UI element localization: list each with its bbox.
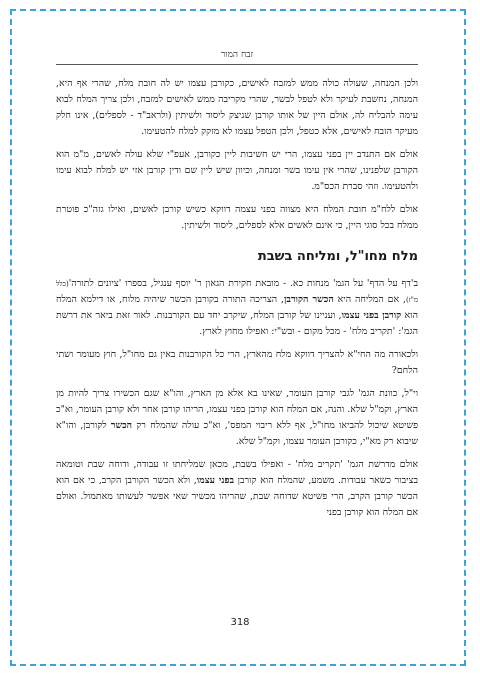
text-run: ב'דף על הדף' על הגמ' מנחות כא. - מובאת חקירת הגאון ר' יוסף ענגיל, בספרו 'ציונים לתורה' <box>68 278 418 289</box>
header-rule <box>56 64 418 65</box>
citation: (כלל מ"ז) <box>56 280 418 304</box>
paragraph: ולכאורה מה החי"א להצריך דווקא מלח מהארץ, הרי כל הקורבנות באין גם מחו"ל, חוץ מעומר ושתי הלחם? <box>56 349 418 376</box>
page-body <box>56 76 418 528</box>
section-heading: מלח מחו"ל, ומליחה בשבת <box>257 249 418 264</box>
paragraph <box>56 386 418 450</box>
paragraph: אולם אם התנדב יין בפני עצמו, הרי יש חשיבות ליין כקורבן, אעפ"י שלא עולה לאשים, מ"מ הוא הקורבן שלפנינו, שהרי אין עימו בשר ומנחה, וכיוון שיש ליין שם ודין קורבן אזי יש למלח לבוא עימו ולהטעימו. וזהי סברת הכס"מ. <box>56 149 418 192</box>
text-run: , אם המליחה היא <box>333 294 406 305</box>
page-number: 318 <box>230 617 250 628</box>
emphasis: הכשר <box>110 420 133 431</box>
paragraph <box>56 457 418 521</box>
text-run: , הצריכה התורה בקורבן הכשר שיהיה מלוח, או דילמא המלח הוא <box>56 294 418 321</box>
text-run: , ולא הכשר הקורבן הקרב, כי אם הוא הכשר קורבן הקרב, הרי פשיטא שדוחה שבת, שהריהו מכשיר שאי אפשר לעשותו מאתמול. ואולם אם המלח הוא קורבן בפני <box>56 475 418 518</box>
text-run: , ועניינו של קורבן המלח, שיקרב יחד עם הקורבנות. לאור זאת ביאר את דרשת הגמ': 'תקריב מלח' - מכל מקום - ובש"י: ואפילו מחוץ לארץ. <box>56 310 418 337</box>
text-run: וי"ל, כוונת הגמ' לגבי קורבן העומר, שאינו בא אלא מן הארץ, והו"א שגם הכשירו צריך להיות מן הארץ, וקמ"ל שלא. והנה, אם המלח הוא קורבן בפני עצמו, הריהו קורבן אחר ולא קורבן העומר, וא"כ פשיטא שיכול להביאו מחו"ל, אף ללא ריבוי המפס', וא"כ עולה שהמלח רק <box>56 388 418 431</box>
paragraph <box>56 276 418 340</box>
running-header: זבח המור <box>220 50 254 60</box>
text-run: לקורבן, והו"א שיבוא רק מא"י, כקורבן העומר עצמו, וקמ"ל שלא. <box>56 420 418 447</box>
emphasis: בפני עצמו <box>196 475 234 486</box>
paragraph: אולם ללח"מ חובת המלח היא מצווה בפני עצמה דווקא כשיש קורבן לאשים, ואילו גזה"כ פוטרת ממלח בכל סוגי היין, כי אינם לאשים אלא לספלים, ליסוד ולשיתין. <box>56 204 418 231</box>
text-run: אולם מדרשת הגמ' 'תקריב מלח' - ואפילו בשבת, מכאן שמליחתו זו עבודה, ודוחה שבת וטומאה בציבור כשאר עבודות. משמע, שהמלח הוא קורבן <box>56 459 418 486</box>
emphasis: הכשר הקורבן <box>284 294 334 305</box>
emphasis: קורבן בפני עצמו <box>341 310 402 321</box>
paragraph: ולכן המנחה, שעולה כולה ממש למזבח לאישים, כקורבן עצמו יש לה חובת מלח, שהרי אף היא, המנחה, נחשבת לעיקר ולא לטפל לבשר, שהרי מקריבה ממש לאישים למזבח, ולכן צריך המלח לבוא עימה להבליח לה, אולם היין של אותו קורבן שניצק ליסוד ולשיתין (ולראב"ד - לספלים), אינו חלק מעיקר הזבח לאישים, אלא כטפל, ולכן הטפל עצמו לא מזקק למלח להטעימו. <box>56 78 418 137</box>
